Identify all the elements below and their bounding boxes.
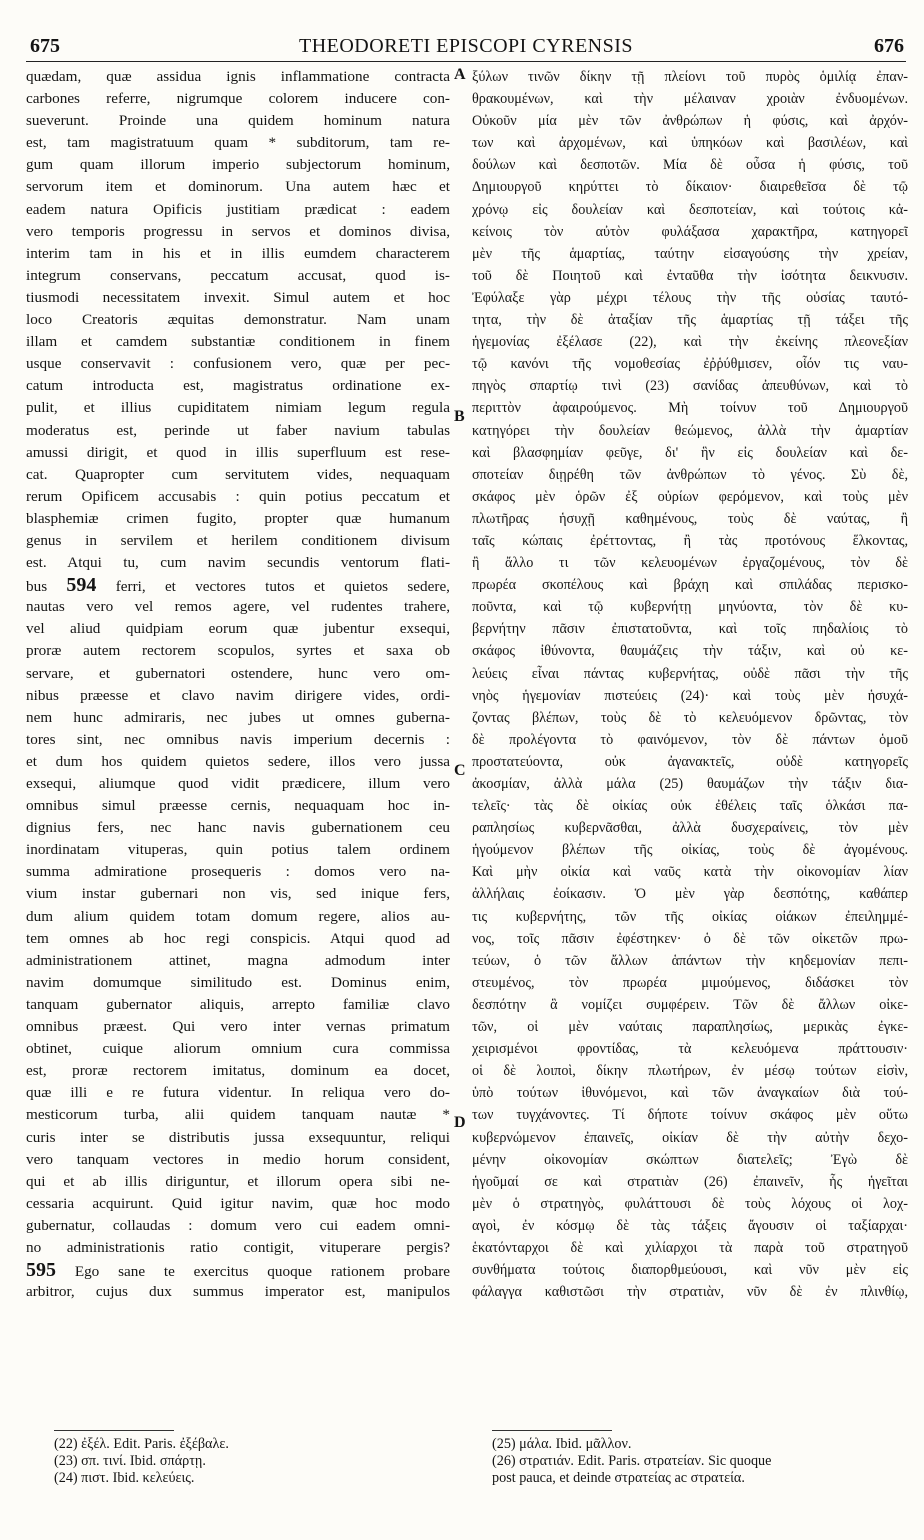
latin-text-line: interim tam in his et in illis eumdem characterem — [26, 244, 450, 262]
latin-text-line: bus 594 ferri, et vectores tutos et quietos sedere, — [26, 574, 450, 597]
greek-text-line: ἢ ἄλλο τι τῶν κελευομένων ἐργαζομένους, τὸν δὲ — [472, 555, 908, 572]
footnote-line: (25) μάλα. Ibid. μᾶλλον. — [492, 1436, 632, 1452]
latin-text-line: est, proræ rectorem imitatus, dominum ea docet, — [26, 1062, 450, 1080]
latin-text-line: est. Atqui tu, cum navim secundis ventorum flati- — [26, 554, 450, 572]
greek-text-line: ἑκατόνταρχοι δὲ καὶ χιλίαρχοι τὰ παρὰ τοῦ στρατηγοῦ — [472, 1239, 908, 1256]
latin-text-line: gum quam illorum imperio subjectorum hominum, — [26, 156, 450, 174]
margin-letter: C — [454, 762, 466, 779]
latin-text-line: dum alium quidem totam domum regere, alios au- — [26, 907, 450, 925]
greek-text-line: των τυγχάνοντες. Τί δήποτε τοίνυν σκάφος μὲν οὕτω — [472, 1107, 908, 1124]
latin-text-line: servorum item et dominorum. Una autem hæc et — [26, 178, 450, 196]
greek-text-line: δούλων καὶ δεσποτῶν. Μία δὲ οὖσα ἡ φύσις, τοῦ — [472, 157, 908, 174]
footnote-rule-right — [492, 1430, 612, 1431]
footnote-rule-left — [54, 1430, 174, 1431]
latin-text-line: dignius fers, nec hanc navis gubernationem ceu — [26, 819, 450, 837]
greek-text-line: οἱ δὲ λοιποὶ, δίκην πλωτήρων, ἐν μέσῳ τούτων εἰσὶν, — [472, 1063, 908, 1080]
column-page-marker: 595 — [26, 1259, 56, 1282]
footnote-line: (22) ἐξέλ. Edit. Paris. ἐξέβαλε. — [54, 1436, 229, 1452]
greek-text-line: βερνήτην πᾶσιν ἐπιστατοῦντα, καὶ τοῖς πηδαλίοις τὸ — [472, 621, 908, 638]
greek-text-line: ὑπὸ τούτων ἰθυνόμενοι, καὶ τῶν ἀναγκαίων διὰ τού- — [472, 1085, 908, 1102]
greek-text-line: καὶ βλασφημίαν φεῦγε, δι' ἣν εἰς δουλείαν καὶ δε- — [472, 444, 908, 461]
greek-text-line: χειρισμένοι φροντίδας, τὰ κελευόμενα πράττουσιν· — [472, 1041, 908, 1058]
latin-text-line: tiusmodi necessitatem invexit. Simul autem et hoc — [26, 288, 450, 306]
greek-text-line: κατηγόρει τὴν δουλείαν θεώμενος, ἀλλὰ τὴν ἁμαρτίαν — [472, 422, 908, 439]
greek-text-line: ξύλων τινῶν δίκην τῇ πλείονι τοῦ πυρὸς ὁμιλίᾳ ἐπαν- — [472, 69, 908, 85]
latin-text-line: loco Creatoris æquitas demonstratur. Nam unam — [26, 311, 450, 329]
latin-text-line: vero temporis progressu in servos et dominos divisa, — [26, 222, 450, 240]
greek-text-line: δὲ προλέγοντα τὸ φαινόμενον, τὸν δὲ πάντων ὁμοῦ — [472, 731, 908, 748]
latin-text-line: pulit, et illius cupiditatem nimiam legum regula — [26, 399, 450, 417]
greek-text-line: σκάφος ἰθύνοντα, θαυμάζεις τὴν τάξιν, καὶ οὐ κε- — [472, 643, 908, 660]
latin-text-line: nautas vero vel remos agere, vel rudentes trahere, — [26, 598, 450, 616]
greek-text-line: τῶν, οἱ μὲν ναύταις παραπλησίως, μερικὰς ἐγκε- — [472, 1019, 908, 1036]
greek-text-line: πρωρέα σκοπέλους καὶ βράχη καὶ σπιλάδας περισκο- — [472, 577, 908, 594]
latin-text-line: navim domumque similitudo est. Dominus enim, — [26, 973, 450, 991]
latin-text-line: cat. Quapropter cum servitutem vides, nequaquam — [26, 465, 450, 483]
latin-text-line: tem omnes ab hoc regi conspicis. Atqui quod ad — [26, 929, 450, 947]
footnote-line: (23) σπ. τινί. Ibid. σπάρτῃ. — [54, 1453, 206, 1469]
latin-text-line: vero tanquam vectores in medio horum consident, — [26, 1150, 450, 1168]
latin-text-line: 595 Ego sane te exercitus quoque rationem probare — [26, 1259, 450, 1282]
greek-text-line: Δημιουργοῦ κηρύττει τὸ δίκαιον· διαιρεθεῖσα δὲ τῷ — [472, 179, 908, 196]
footnotes-left — [54, 1436, 444, 1487]
latin-text-line: tores sint, nec omnibus navis imperium decernis : — [26, 730, 450, 748]
greek-text-line: νος, τοῖς πᾶσιν ἐφέστηκεν· ὁ δὲ τῶν οἰκετῶν πρω- — [472, 930, 908, 947]
latin-text-line: summa admiratione prosequeris : domos vero na- — [26, 863, 450, 881]
greek-text-line: κυβερνώμενον ἐπαινεῖς, οἰκίαν δὲ τὴν αὐτὴν δεχο- — [472, 1129, 908, 1146]
running-header — [26, 35, 906, 62]
greek-text-line: αγοὶ, ἐν κόσμῳ δὲ τὰς τάξεις ἄγουσιν οἱ ταξίαρχαι· — [472, 1217, 908, 1234]
latin-text-line: carbones referre, nigrumque colorem inducere con- — [26, 90, 450, 108]
greek-text-line: τῷ κανόνι τῆς νομοθεσίας ἐῤῥύθμισεν, οἷόν τις ναυ- — [472, 356, 908, 373]
greek-text-line: ἀκοσμίαν, ἀλλὰ μάλα (25) θαυμάζων τὴν τάξιν δια- — [472, 776, 908, 792]
greek-text-line: τελεῖς· τὰς δὲ οἰκίας οὐκ ἐθέλεις ταῖς ὁλκάσι πα- — [472, 798, 908, 815]
latin-text-line: vel aliud quidpiam eorum quæ jubentur exsequi, — [26, 620, 450, 638]
greek-text-line: ἡγεμονίας ἐξέλασε (22), καὶ τὴν ἐκείνης πλεονεξίαν — [472, 334, 908, 351]
greek-text-line: μὲν ὁ στρατηγὸς, φυλάττουσι δὲ τοὺς λόχους οἱ λοχ- — [472, 1195, 908, 1212]
latin-text-line: quæ illi e re futura videntur. In reliqua vero do- — [26, 1084, 450, 1102]
latin-text-line: catum introducta est, magistratus ordinatione ex- — [26, 377, 450, 395]
latin-text-line: obtinet, cuique aliorum omnium cura commissa — [26, 1040, 450, 1058]
greek-text-line: ποῦντα, καὶ τῷ κυβερνήτῃ μηνύοντα, τὸν δὲ κυ- — [472, 599, 908, 616]
greek-text-line: ἡγοῦμαί σε καὶ στρατιὰν (26) ἐπαινεῖν, ἧς ἡγεῖται — [472, 1173, 908, 1190]
latin-text-line: moderatus est, perinde ut faber navium tabulas — [26, 421, 450, 439]
latin-column — [26, 66, 450, 1303]
page-number-left: 675 — [30, 35, 60, 57]
footnote-line: (24) πιστ. Ibid. κελεύεις. — [54, 1470, 195, 1486]
latin-text-line: curis inter se distributis jussa exsequuntur, reliqui — [26, 1128, 450, 1146]
greek-text-line: ταῖς κώπαις ἐρέττοντας, ἢ τὰς προτόνους ἕλκοντας, — [472, 532, 908, 549]
latin-text-line: arbitror, cujus dux summus imperator est, manipulos — [26, 1283, 450, 1301]
latin-text-line: exsequi, aliumque quod vidit prædicere, illum vero — [26, 775, 450, 792]
greek-text-line: μένην οἰκονομίαν σκώπτων διατελεῖς; Ἐγὼ δὲ — [472, 1151, 908, 1168]
greek-text-line: τητα, τὴν δὲ ἀταξίαν τῆς ἁμαρτίας τῇ τάξει τῆς — [472, 312, 908, 329]
greek-text-line: Οὐκοῦν μία μὲν τῶν ἀνθρώπων ἡ φύσις, καὶ ἀρχόν- — [472, 113, 908, 130]
greek-text-line: ζοντας βλέπων, τοὺς δὲ τὸ κελευόμενον δρῶντας, τὸν — [472, 709, 908, 726]
greek-text-line: Καὶ μὴν οἰκία καὶ ναῦς κατὰ τὴν οἰκονομίαν λίαν — [472, 864, 908, 881]
greek-text-line: πλωτῆρας ἡσυχῇ καθημένους, τοὺς δὲ ναύτας, ἢ — [472, 510, 908, 527]
latin-text-line: blasphemiæ crimen fugito, propter quæ humanum — [26, 509, 450, 527]
latin-text-line: mesticorum turba, alii quidem tanquam nautæ * — [26, 1106, 450, 1124]
greek-text-line: τοῦ δὲ Ποιητοῦ καὶ ἐνταῦθα τὴν ἰσότητα δεικνυσιν. — [472, 267, 908, 284]
greek-text-line: σκάφος μὲν ὁρῶν ἐξ οὐρίων φερόμενον, καὶ τοὺς μὲν — [472, 488, 908, 505]
latin-text-line: qui et ab illis diriguntur, et illorum opera sibi ne- — [26, 1172, 450, 1190]
latin-text-line: omnibus simul præesse cernis, nequaquam hoc in- — [26, 797, 450, 815]
greek-text-line: δεσπότην ἃ νομίζει συμφέρειν. Τῶν δὲ ἄλλων οἰκε- — [472, 996, 908, 1013]
greek-text-line: των καὶ ἀρχομένων, καὶ ὑπηκόων καὶ βασιλέων, καὶ — [472, 135, 908, 152]
greek-text-line: κείνοις τὸν αὐτὸν φυλάξασα χαρακτῆρα, κατηγορεῖ — [472, 223, 908, 240]
margin-letter: A — [454, 66, 466, 83]
greek-text-line: τις κυβερνήτης, τῶν τῆς οἰκίας οἰάκων ἐπειλημμέ- — [472, 908, 908, 925]
greek-text-line: μὲν τῆς ἁμαρτίας, ταύτην εἰσαγούσης τὴν χρείαν, — [472, 245, 908, 262]
running-title: THEODORETI EPISCOPI CYRENSIS — [298, 35, 634, 57]
footnote-line: (26) στρατιάν. Edit. Paris. στρατείαν. Sic quoque — [492, 1453, 772, 1469]
greek-text-line: ἀλλήλαις ἐοίκασιν. Ὁ μὲν γὰρ δεσπότης, καθάπερ — [472, 886, 908, 903]
greek-text-line: φάλαγγα καθιστῶσι τὴν στρατιὰν, νῦν δὲ ἐν πλινθίῳ, — [472, 1284, 908, 1301]
latin-text-line: cessaria acquirunt. Quid igitur navim, quæ hoc modo — [26, 1194, 450, 1212]
greek-text-line: πηγὸς σπαρτίῳ τινὶ (23) σανίδας ἀπευθύνων, καὶ τὸ — [472, 378, 908, 395]
latin-text-line: quædam, quæ assidua ignis inflammatione contracta — [26, 68, 450, 85]
latin-text-line: gubernatur, collaudas : domum vero cui eadem omni- — [26, 1216, 450, 1234]
latin-text-line: illam et camdem substantiæ conditionem in finem — [26, 333, 450, 351]
latin-text-line: integrum conservans, peccatum accusat, quod is- — [26, 266, 450, 284]
latin-text-line: tanquam gubernator aliquis, arrepto familiæ clavo — [26, 995, 450, 1013]
margin-letter: D — [454, 1114, 466, 1131]
greek-text-line: χρόνῳ εἰς δουλείαν καὶ δεσποτείαν, καὶ τούτοις κἀ- — [472, 201, 908, 218]
latin-text-line: vium instar gubernari non vis, sed inique fers, — [26, 885, 450, 903]
greek-text-line: συνθήματα τούτοις διαπορθμεύουσι, καὶ νῦν μὲν εἰς — [472, 1262, 908, 1279]
latin-text-line: administrationem attinet, magna admodum inter — [26, 951, 450, 969]
latin-text-line: rerum Opificem accusabis : quin potius peccatum et — [26, 487, 450, 505]
latin-text-line: eadem natura Opificis justitiam prædicat : eadem — [26, 200, 450, 218]
latin-text-line: amussi dirigit, et quod in illis superfluum est rese- — [26, 443, 450, 461]
greek-text-line: ἡγούμενον βλέπων τῆς οἰκίας, τοὺς δὲ ἀγομένους. — [472, 842, 908, 859]
latin-text-line: genus in servilem et herilem conditionem divisum — [26, 531, 450, 549]
latin-text-line: proræ autem rectorem scopulos, syrtes et saxa ob — [26, 642, 450, 660]
greek-text-line: προστατεύοντα, οὐκ ἀγανακτεῖς, οὐδὲ κατηγορεῖς — [472, 753, 908, 770]
latin-text-line: inordinatam vituperas, quin potius talem ordinem — [26, 841, 450, 859]
greek-text-line: στευμένος, τὸν πρωρέα μιμούμενος, διδάσκει τὸν — [472, 974, 908, 991]
greek-text-line: νηὸς ἡγεμονίαν πιστεύεις (24)· καὶ τοὺς μὲν ἡσυχά- — [472, 687, 908, 704]
greek-column — [472, 66, 908, 1303]
margin-letter: B — [454, 408, 465, 425]
greek-text-line: τεύων, ὁ τῶν ἄλλων ἁπάντων τὴν κηδεμονίαν πεπι- — [472, 952, 908, 969]
latin-text-line: no administrationis ratio contigit, vituperare pergis? — [26, 1238, 450, 1256]
latin-text-line: nem hunc admiraris, nec jubes ut omnes guberna- — [26, 708, 450, 726]
page-number-right: 676 — [874, 35, 904, 57]
greek-text-line: ραπλησίως κυβερνᾶσθαι, ἀλλὰ δυσχεραίνεις, τὸν μὲν — [472, 820, 908, 837]
latin-text-line: sueverunt. Proinde una quidem hominum natura — [26, 112, 450, 130]
greek-text-line: Ἐφύλαξε γὰρ μέχρι τέλους τὴν τῆς οὐσίας ταυτό- — [472, 289, 908, 306]
greek-text-line: λεύεις εἶναι πάντας κυβερνήτας, οὐδὲ πᾶσι τὴν τῆς — [472, 665, 908, 682]
latin-text-line: nibus præesse et clavo navim dirigere vides, ordi- — [26, 686, 450, 704]
footnote-line: post pauca, et deinde στρατείας ac στρατεία. — [492, 1470, 745, 1486]
latin-text-line: usque conservavit : confusionem vero, quæ per pec- — [26, 355, 450, 373]
latin-text-line: omnibus præest. Qui vero inter vernas primatum — [26, 1018, 450, 1036]
footnotes-right — [492, 1436, 912, 1487]
greek-text-line: θρακουμένων, καὶ τὴν μέλαιναν χροιὰν ἐνδυομένων. — [472, 91, 908, 108]
greek-text-line: περιττὸν ἀφαιρούμενος. Μὴ τοίνυν τοῦ Δημιουργοῦ — [472, 400, 908, 417]
latin-text-line: est, tam magistratuum quam * subditorum, tam re- — [26, 134, 450, 152]
greek-text-line: σποτείαν διῃρέθη τῶν ἀνθρώπων τὸ γένος. Σὺ δὲ, — [472, 466, 908, 483]
column-page-marker: 594 — [66, 574, 97, 597]
latin-text-line: servare, et gubernatori ostendere, hunc vero om- — [26, 664, 450, 682]
latin-text-line: et dum hos quidem quietos sedere, illos vero jussa — [26, 752, 450, 770]
